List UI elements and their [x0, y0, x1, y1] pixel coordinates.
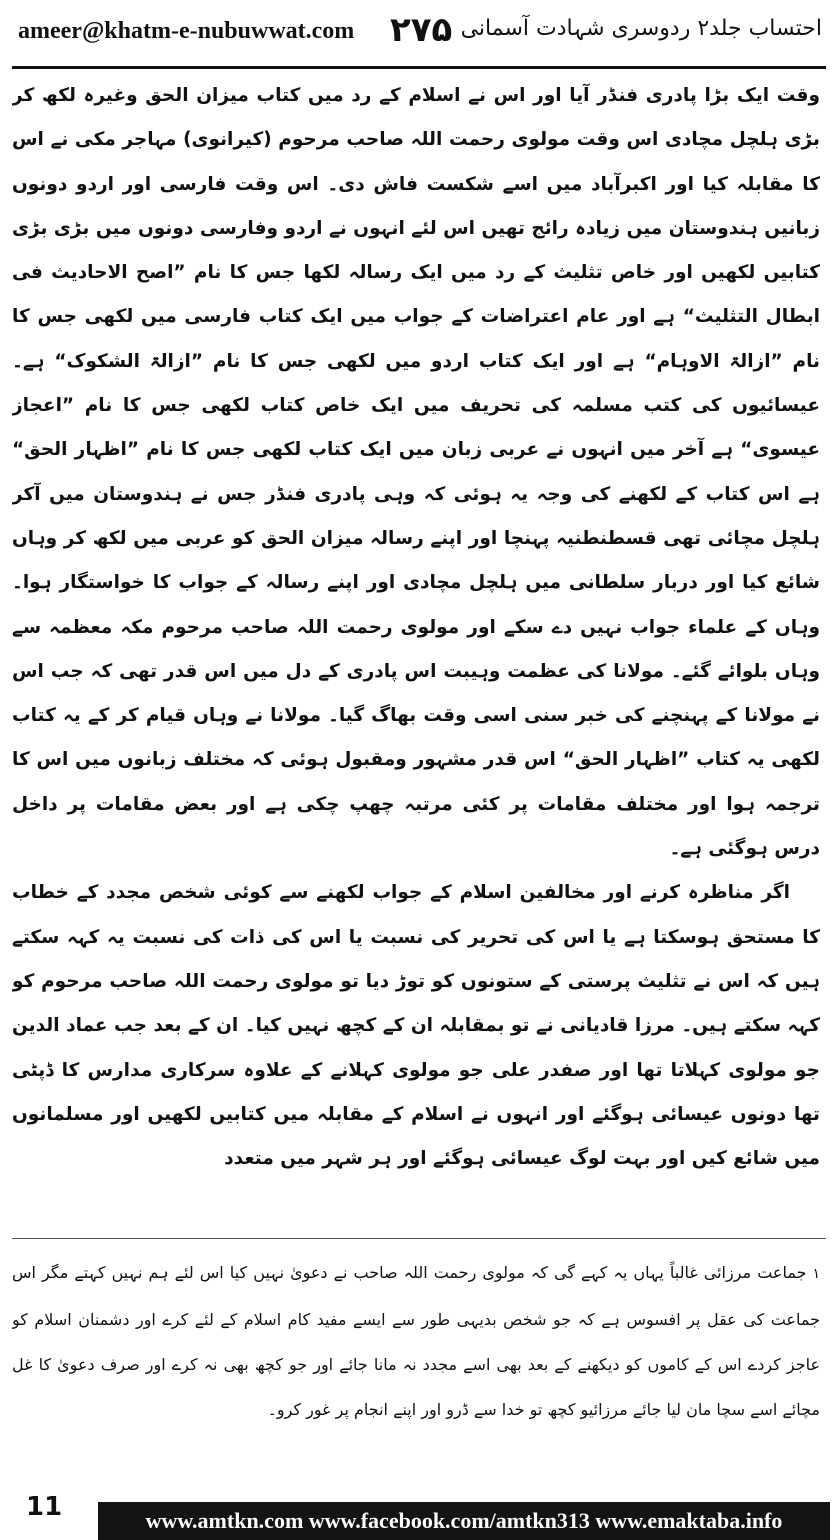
footnote-divider	[12, 1238, 826, 1239]
header-page-number: ٢٧۵	[390, 10, 453, 50]
page-footer	[0, 1490, 840, 1540]
header-email: ameer@khatm-e-nubuwwat.com	[18, 18, 355, 44]
body-paragraph-1: وقت ایک بڑا پادری فنڈر آیا اور اس نے اسلام کے رد میں کتاب میزان الحق وغیرہ لکھ کر بڑی ہلچل مچادی اس وقت مولوی رحمت اللہ صاحب مرحوم (کیرانوی) مہاجر مکی نے اس کا مقابلہ کیا اور اکبرآباد میں اسے شکست فاش دی۔ اس وقت فارسی اور اردو دونوں زبانیں ہندوستان میں زیادہ رائج تھیں اس لئے انہوں نے اردو وفارسی دونوں میں بڑی بڑی کتابیں لکھیں اور خاص تثلیث کے رد میں ایک رسالہ لکھا جس کا نام ”اصح الاحادیث فی ابطال التثلیث“ ہے اور عام اعتراضات کے جواب میں ایک کتاب فارسی میں لکھی جس کا نام ”ازالۃ الاوہام“ ہے اور ایک کتاب اردو میں لکھی جس کا نام ”ازالۃ الشکوک“ ہے۔ عیسائیوں کی کتب مسلمہ کی تحریف میں ایک خاص کتاب لکھی جس کا نام ”اعجاز عیسوی“ ہے آخر میں انہوں نے عربی زبان میں ایک کتاب لکھی جس کا نام ”اظہار الحق“ ہے اس کتاب کے لکھنے کی وجہ یہ ہوئی کہ وہی پادری فنڈر جس نے ہندوستان میں آکر ہلچل مچائی تھی قسطنطنیہ پہنچا اور اپنے رسالہ میزان الحق کو عربی میں لکھ کر وہاں شائع کیا اور دربار سلطانی میں ہلچل مچادی اور اپنے رسالہ کے جواب کا خواستگار ہوا۔ وہاں کے علماء جواب نہیں دے سکے اور مولوی رحمت اللہ صاحب مرحوم مکہ معظمہ سے وہاں بلوائے گئے۔ مولانا کی عظمت وہیبت اس پادری کے دل میں اس قدر تھی کہ جب اس نے مولانا کے پہنچنے کی خبر سنی اسی وقت بھاگ گیا۔ مولانا نے وہاں قیام کر کے یہ کتاب لکھی یہ کتاب ”اظہار الحق“ اس قدر مشہور ومقبول ہوئی کہ مختلف زبانوں میں اس کا ترجمہ ہوا اور مختلف مقامات پر کئی مرتبہ چھپ چکی ہے اور بعض مقامات پر داخل درس ہوگئی ہے۔	[12, 85, 820, 860]
main-text	[12, 74, 820, 1226]
footnote-text: جماعت مرزائی غالباً یہاں یہ کہے گی کہ مولوی رحمت اللہ صاحب نے دعویٰ نہیں کیا اس لئے ہم نہیں کہتے مگر اس جماعت کی عقل پر افسوس ہے کہ جو شخص بدیہی طور سے ایسے مفید کام اسلام کے لئے کرے اور دشمنان اسلام کو عاجز کردے اس کے کاموں کو دیکھنے کے بعد بھی اسے مجدد نہ مانا جائے اور جو کچھ بھی نہ کرے اور صرف دعویٰ کا غل مچائے اسے سچا مان لیا جائے مرزائیو کچھ تو خدا سے ڈرو اور اپنے انجام پر غور کرو۔	[12, 1263, 820, 1419]
footnote-paragraph	[12, 1250, 820, 1432]
header-title: احتساب جلد۲ ردوسری شہادت آسمانی	[460, 16, 822, 41]
page-header	[12, 6, 826, 62]
header-divider	[12, 66, 826, 69]
footnote	[12, 1250, 820, 1482]
footer-page-index: 11	[26, 1492, 63, 1522]
footer-links-bar[interactable]: www.amtkn.com www.facebook.com/amtkn313 www.emaktaba.info	[98, 1502, 830, 1540]
body-paragraph-2: اگر مناظرہ کرنے اور مخالفین اسلام کے جواب لکھنے سے کوئی شخص مجدد کے خطاب کا مستحق ہوسکتا ہے یا اس کی تحریر کی نسبت یا اس کی ذات کی نسبت یہ کہہ سکتے ہیں کہ اس نے تثلیث پرستی کے ستونوں کو توڑ دیا تو مولوی رحمت اللہ صاحب مرحوم کو کہہ سکتے ہیں۔ مرزا قادیانی نے تو بمقابلہ ان کے کچھ نہیں کیا۔ ان کے بعد جب عماد الدین جو مولوی کہلاتا تھا اور صفدر علی جو مولوی کہلانے کے علاوہ سرکاری مدارس کا ڈپٹی تھا دونوں عیسائی ہوگئے اور انہوں نے اسلام کے مقابلہ میں کتابیں لکھیں اور مسلمانوں میں شائع کیں اور بہت لوگ عیسائی ہوگئے اور ہر شہر میں متعدد	[12, 882, 820, 1170]
footnote-marker: ۱	[812, 1266, 820, 1282]
